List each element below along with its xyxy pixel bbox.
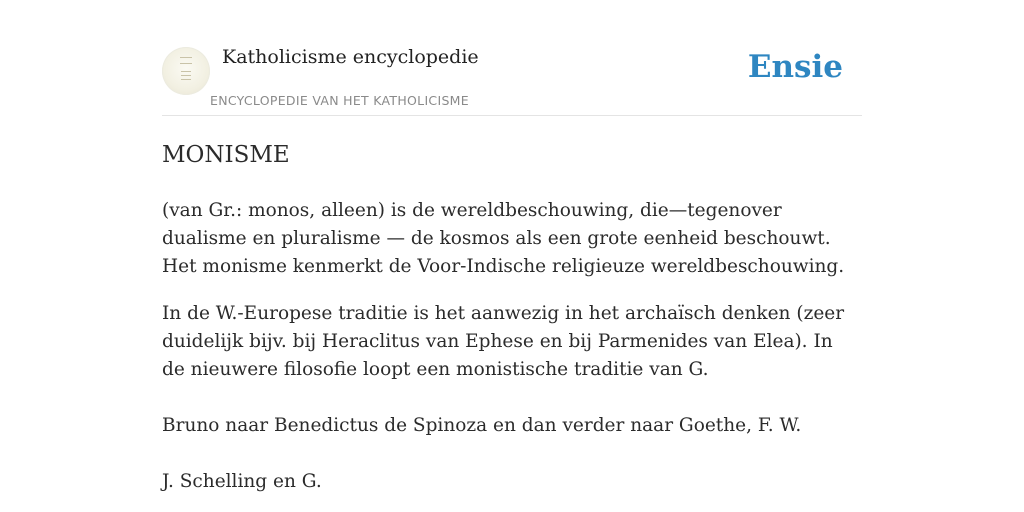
article-paragraph: In de W.-Europese traditie is het aanwezig in het archaïsch denken (zeer duidelijk bijv. bij Heraclitus van Ephese en bij Parmenides van Elea). In de nieuwere filosofie loopt een monistische traditie van G. — [162, 303, 845, 380]
book-cover-icon[interactable] — [162, 47, 210, 95]
site-header — [162, 40, 862, 116]
article-paragraph: J. Schelling en G. — [162, 471, 322, 492]
ensie-logo-link[interactable]: Ensie — [747, 49, 843, 85]
site-subtitle: ENCYCLOPEDIE VAN HET KATHOLICISME — [210, 93, 469, 108]
article — [162, 138, 852, 512]
article-paragraph: (van Gr.: monos, alleen) is de wereldbeschouwing, die—tegenover dualisme en pluralisme — de kosmos als een grote eenheid beschouwt. Het monisme kenmerkt de Voor-Indische religieuze wereldbeschouwing. — [162, 200, 845, 277]
site-title[interactable]: Katholicisme encyclopedie — [222, 46, 479, 68]
article-title: MONISME — [162, 142, 290, 168]
article-paragraph: Bruno naar Benedictus de Spinoza en dan verder naar Goethe, F. W. — [162, 415, 802, 436]
